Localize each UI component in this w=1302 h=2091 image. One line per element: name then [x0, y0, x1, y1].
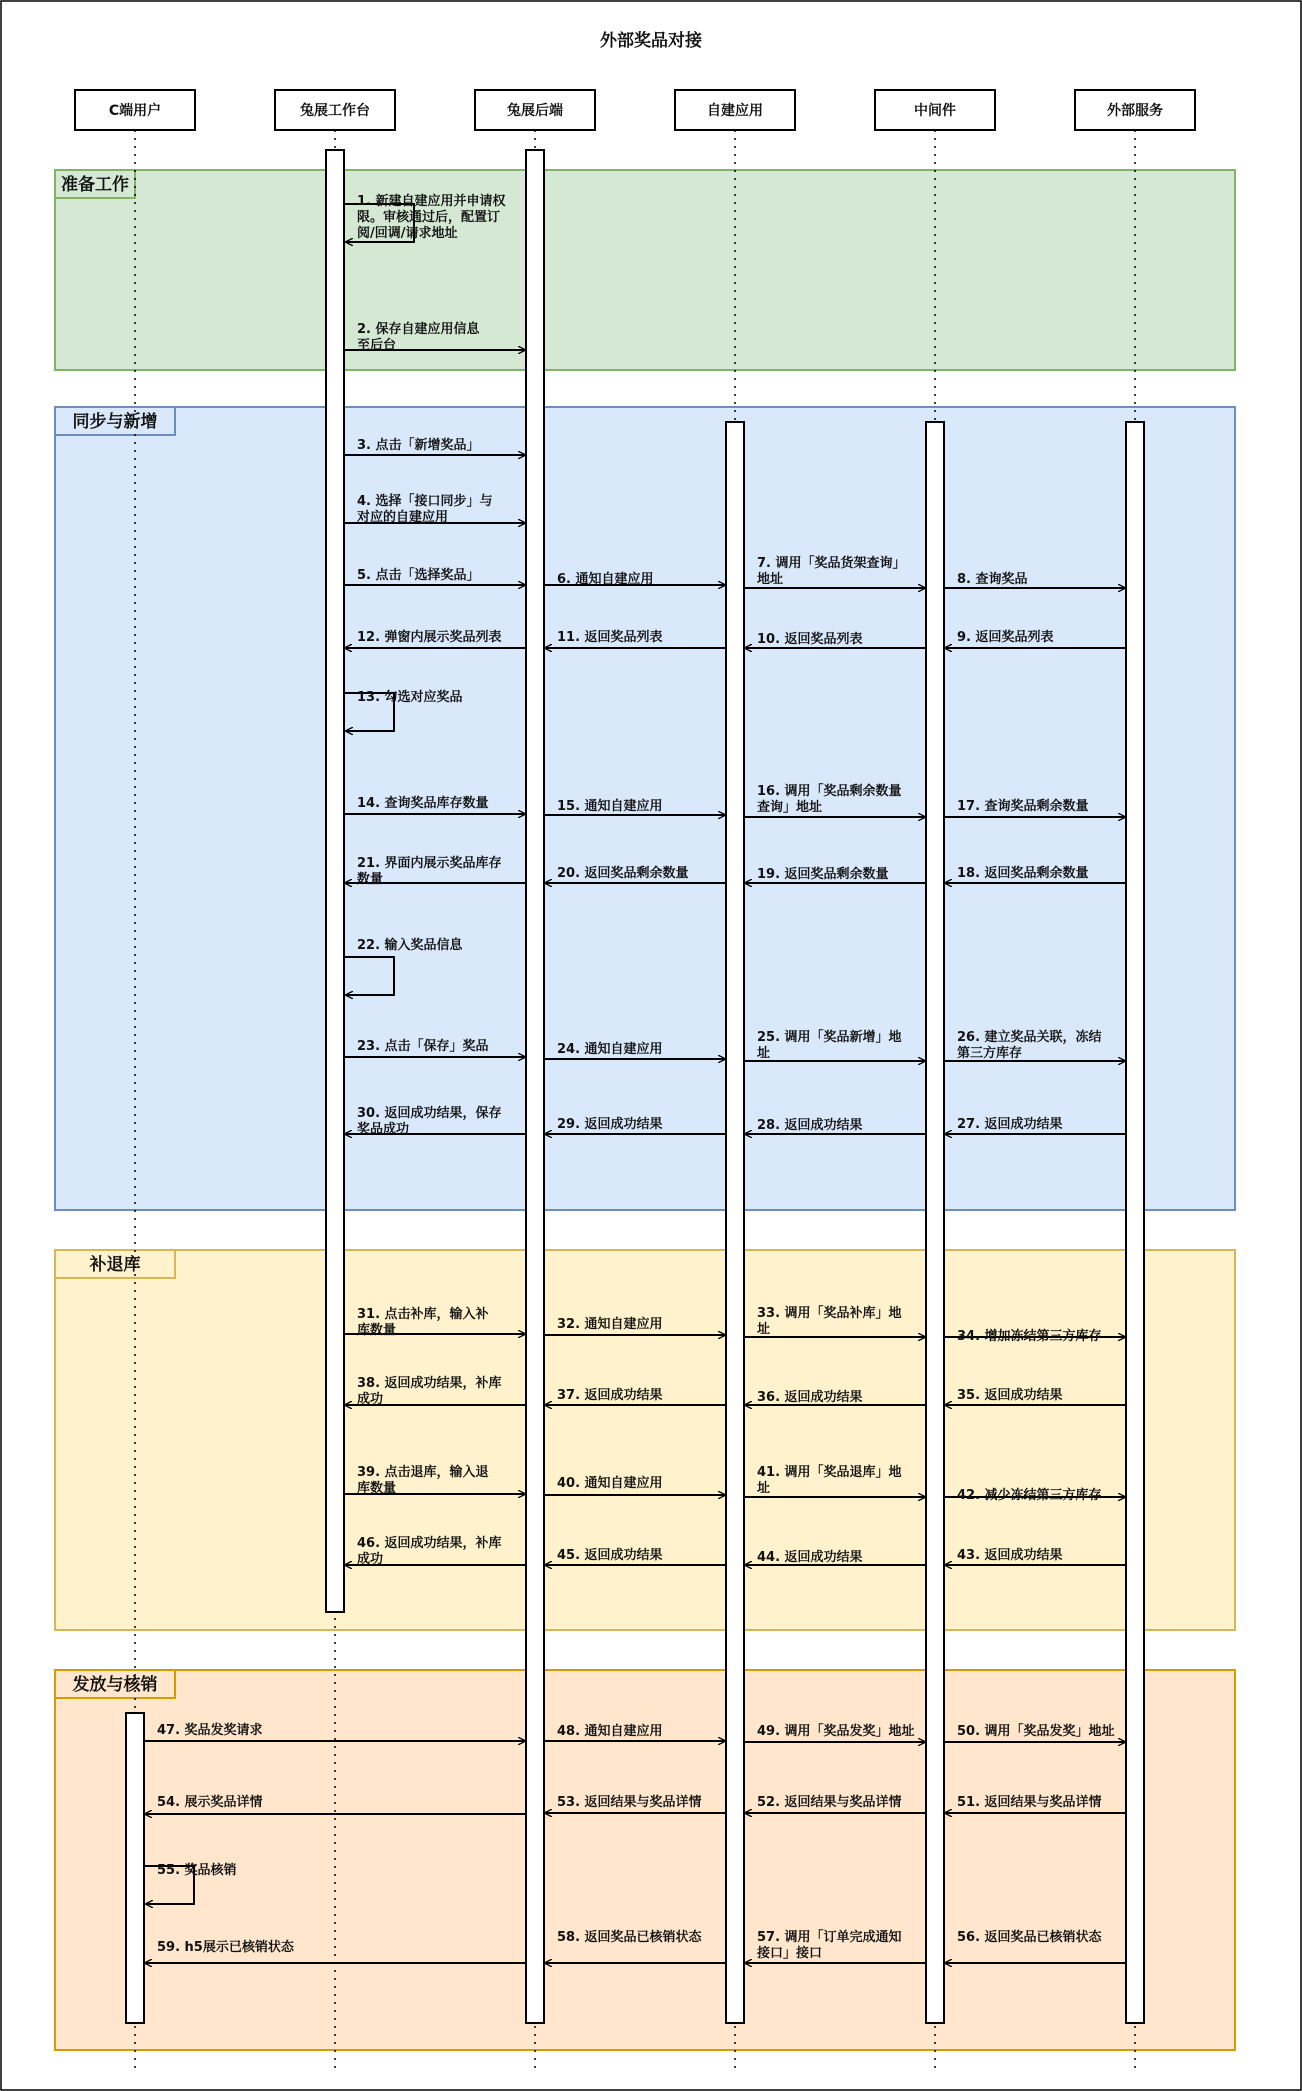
message-44-label — [757, 1549, 863, 1565]
message-14-label — [357, 795, 489, 811]
message-32-label — [557, 1316, 663, 1332]
message-18-label-line: 18. 返回奖品剩余数量 — [957, 866, 1089, 881]
message-27-label — [957, 1116, 1063, 1132]
message-6-label — [557, 571, 654, 587]
activation-bar-middleware — [926, 422, 944, 2023]
message-55-label — [157, 1862, 237, 1878]
diagram-title: 外部奖品对接 — [600, 31, 702, 51]
message-30-label-line: 30. 返回成功结果，保存 — [357, 1106, 502, 1121]
message-27-label-line: 27. 返回成功结果 — [957, 1117, 1063, 1132]
message-49-label-line: 49. 调用「奖品发奖」地址 — [757, 1724, 915, 1739]
message-45-label-line: 45. 返回成功结果 — [557, 1548, 663, 1563]
message-45-label — [557, 1547, 663, 1563]
message-19-label — [757, 866, 889, 882]
message-52-label — [757, 1794, 902, 1810]
actor-backend-label: 兔展后端 — [507, 103, 563, 119]
message-50-label-line: 50. 调用「奖品发奖」地址 — [957, 1724, 1115, 1739]
message-48-label-line: 48. 通知自建应用 — [557, 1724, 663, 1739]
message-39-label-line: 39. 点击退库，输入退 — [357, 1465, 489, 1480]
activation-bar-external-service — [1126, 422, 1144, 2023]
message-52-label-line: 52. 返回结果与奖品详情 — [757, 1795, 902, 1810]
message-59-label-line: 59. h5展示已核销状态 — [157, 1940, 294, 1955]
message-53-label-line: 53. 返回结果与奖品详情 — [557, 1795, 702, 1810]
message-13-label-line: 13. 勾选对应奖品 — [357, 690, 463, 705]
message-43-label-line: 43. 返回成功结果 — [957, 1548, 1063, 1563]
message-43-label — [957, 1547, 1063, 1563]
message-47-label-line: 47. 奖品发奖请求 — [157, 1723, 263, 1738]
message-15-label — [557, 798, 663, 814]
message-56-label-line: 56. 返回奖品已核销状态 — [957, 1930, 1102, 1945]
message-21-label-line: 21. 界面内展示奖品库存 — [357, 856, 502, 871]
message-17-label-line: 17. 查询奖品剩余数量 — [957, 799, 1089, 814]
message-4-label-line: 4. 选择「接口同步」与 — [357, 494, 493, 509]
message-41-label-line: 41. 调用「奖品退库」地 — [757, 1465, 902, 1480]
message-39-label-line: 库数量 — [357, 1481, 397, 1496]
message-14-label-line: 14. 查询奖品库存数量 — [357, 796, 489, 811]
message-38-label-line: 38. 返回成功结果，补库 — [357, 1376, 502, 1391]
message-12-label-line: 12. 弹窗内展示奖品列表 — [357, 630, 502, 645]
message-49-label — [757, 1723, 915, 1739]
message-31-label-line: 31. 点击补库，输入补 — [357, 1307, 489, 1322]
section-issue-redeem-title: 发放与核销 — [72, 1675, 158, 1695]
message-16-label-line: 16. 调用「奖品剩余数量 — [757, 784, 902, 799]
message-1-label-line: 阅/回调/请求地址 — [357, 226, 458, 241]
section-restock — [55, 1250, 1235, 1630]
actor-c-user-label: C端用户 — [108, 103, 162, 119]
message-19-label-line: 19. 返回奖品剩余数量 — [757, 867, 889, 882]
message-34-label-line: 34. 增加冻结第三方库存 — [957, 1329, 1102, 1344]
message-38-label-line: 成功 — [357, 1392, 384, 1407]
message-9-label-line: 9. 返回奖品列表 — [957, 630, 1054, 645]
message-2-label-line: 至后台 — [357, 338, 397, 353]
message-10-label-line: 10. 返回奖品列表 — [757, 632, 863, 647]
message-33-label-line: 址 — [757, 1322, 771, 1337]
message-23-label-line: 23. 点击「保存」奖品 — [357, 1039, 489, 1054]
message-13-label — [357, 689, 463, 705]
message-40-label-line: 40. 通知自建应用 — [557, 1476, 663, 1491]
message-44-label-line: 44. 返回成功结果 — [757, 1550, 863, 1565]
message-5-label-line: 5. 点击「选择奖品」 — [357, 568, 480, 583]
message-10-label — [757, 631, 863, 647]
message-50-label — [957, 1723, 1115, 1739]
activation-bar-c-user — [126, 1713, 144, 2023]
message-32-label-line: 32. 通知自建应用 — [557, 1317, 663, 1332]
message-16-label-line: 查询」地址 — [757, 800, 823, 815]
section-prep-title: 准备工作 — [61, 175, 129, 195]
message-51-label-line: 51. 返回结果与奖品详情 — [957, 1795, 1102, 1810]
message-3-label — [357, 437, 480, 453]
message-47-label — [157, 1722, 263, 1738]
message-59-label — [157, 1939, 295, 1955]
message-1-label-line: 1. 新建自建应用并申请权 — [357, 194, 506, 209]
actor-workbench-label: 兔展工作台 — [300, 103, 370, 119]
actor-external-service-label: 外部服务 — [1107, 103, 1163, 119]
message-15-label-line: 15. 通知自建应用 — [557, 799, 663, 814]
message-4-label-line: 对应的自建应用 — [357, 510, 449, 525]
message-5-label — [357, 567, 480, 583]
message-21-label-line: 数量 — [357, 872, 384, 887]
message-54-label — [157, 1794, 263, 1810]
message-40-label — [557, 1475, 663, 1491]
message-37-label-line: 37. 返回成功结果 — [557, 1388, 663, 1403]
message-35-label-line: 35. 返回成功结果 — [957, 1388, 1063, 1403]
message-58-label-line: 58. 返回奖品已核销状态 — [557, 1930, 702, 1945]
message-23-label — [357, 1038, 489, 1054]
activation-bar-workbench — [326, 150, 344, 1612]
message-36-label — [757, 1389, 863, 1405]
section-layer — [55, 170, 1235, 2050]
message-20-label-line: 20. 返回奖品剩余数量 — [557, 866, 689, 881]
message-11-label-line: 11. 返回奖品列表 — [557, 630, 663, 645]
message-54-label-line: 54. 展示奖品详情 — [157, 1795, 263, 1810]
message-57-label-line: 57. 调用「订单完成通知 — [757, 1930, 902, 1945]
message-2-label-line: 2. 保存自建应用信息 — [357, 322, 480, 337]
message-17-label — [957, 798, 1089, 814]
message-42-label-line: 42. 减少冻结第三方库存 — [957, 1488, 1102, 1503]
message-20-label — [557, 865, 689, 881]
message-29-label — [557, 1116, 663, 1132]
message-9-label — [957, 629, 1054, 645]
message-57-label-line: 接口」接口 — [757, 1946, 823, 1961]
message-24-label-line: 24. 通知自建应用 — [557, 1042, 663, 1057]
message-7-label-line: 地址 — [757, 572, 784, 587]
message-31-label-line: 库数量 — [357, 1323, 397, 1338]
activation-bar-backend — [526, 150, 544, 2023]
message-7-label-line: 7. 调用「奖品货架查询」 — [757, 556, 906, 571]
message-25-label-line: 25. 调用「奖品新增」地 — [757, 1030, 902, 1045]
message-6-label-line: 6. 通知自建应用 — [557, 572, 654, 587]
message-29-label-line: 29. 返回成功结果 — [557, 1117, 663, 1132]
message-56-label — [957, 1929, 1103, 1945]
message-53-label — [557, 1794, 702, 1810]
message-26-label-line: 26. 建立奖品关联，冻结 — [957, 1030, 1102, 1045]
section-restock-title: 补退库 — [89, 1255, 141, 1275]
message-18-label — [957, 865, 1089, 881]
message-46-label-line: 成功 — [357, 1552, 384, 1567]
message-24-label — [557, 1041, 663, 1057]
message-8-label — [957, 571, 1028, 587]
message-25-label-line: 址 — [757, 1046, 771, 1061]
message-12-label — [357, 629, 502, 645]
actor-middleware-label: 中间件 — [914, 103, 956, 119]
message-1-label-line: 限。审核通过后，配置订 — [357, 210, 501, 225]
message-58-label — [557, 1929, 703, 1945]
message-41-label-line: 址 — [757, 1481, 771, 1496]
message-22-label-line: 22. 输入奖品信息 — [357, 938, 463, 953]
message-30-label-line: 奖品成功 — [357, 1122, 410, 1137]
section-prep — [55, 170, 1235, 370]
message-26-label-line: 第三方库存 — [957, 1046, 1023, 1061]
message-36-label-line: 36. 返回成功结果 — [757, 1390, 863, 1405]
message-3-label-line: 3. 点击「新增奖品」 — [357, 438, 480, 453]
message-48-label — [557, 1723, 663, 1739]
message-22-label — [357, 937, 464, 953]
message-33-label-line: 33. 调用「奖品补库」地 — [757, 1306, 902, 1321]
message-51-label — [957, 1794, 1102, 1810]
message-46-label-line: 46. 返回成功结果，补库 — [357, 1536, 502, 1551]
message-35-label — [957, 1387, 1063, 1403]
message-55-label-line: 55. 奖品核销 — [157, 1863, 237, 1878]
message-28-label-line: 28. 返回成功结果 — [757, 1118, 863, 1133]
message-8-label-line: 8. 查询奖品 — [957, 572, 1028, 587]
message-37-label — [557, 1387, 663, 1403]
message-28-label — [757, 1117, 863, 1133]
section-sync-add-title: 同步与新增 — [72, 412, 158, 432]
message-34-label — [957, 1328, 1102, 1344]
activation-bar-self-built-app — [726, 422, 744, 2023]
message-42-label — [957, 1487, 1102, 1503]
message-11-label — [557, 629, 663, 645]
actor-self-built-app-label: 自建应用 — [707, 103, 763, 119]
